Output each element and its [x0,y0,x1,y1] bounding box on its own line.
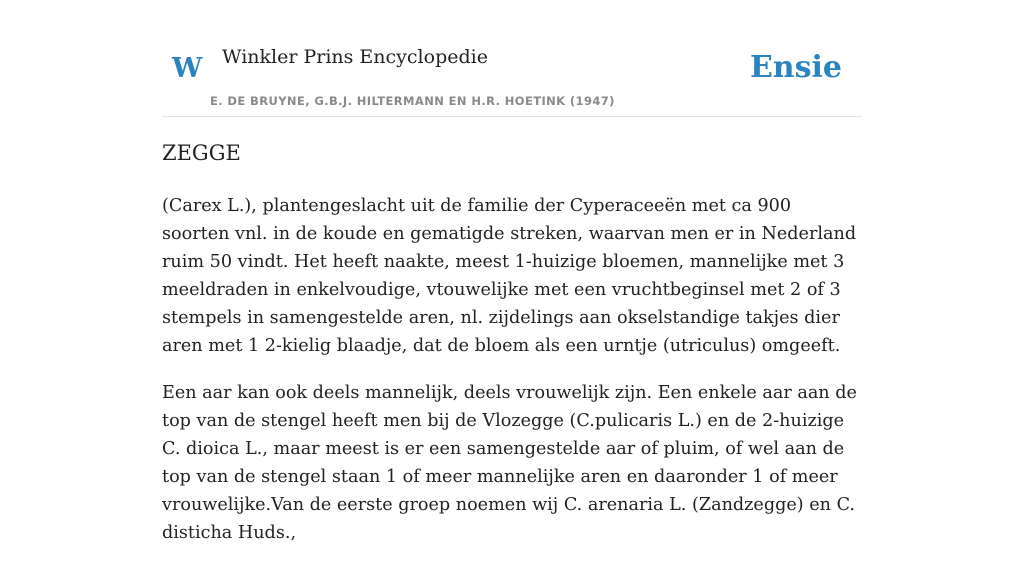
book-title[interactable]: Winkler Prins Encyclopedie [222,46,488,68]
header [162,40,862,117]
entry-title: ZEGGE [162,141,241,165]
article-body [162,192,862,566]
ensie-brand-link[interactable]: Ensie [749,50,842,85]
article-paragraph: (Carex L.), plantengeslacht uit de familie der Cyperaceeën met ca 900 soorten vnl. in de koude en gematigde streken, waarvan men er in Nederland ruim 50 vindt. Het heeft naakte, meest 1-huizige bloemen, mannelijke met 3 meeldraden in enkelvoudige, vtouwelijke met een vruchtbeginsel met 2 of 3 stempels in samengestelde aren, nl. zijdelings aan okselstandige takjes dier aren met 1 2-kielig blaadje, dat de bloem als een urntje (utriculus) omgeeft. [162,196,857,356]
book-authors: E. DE BRUYNE, G.B.J. HILTERMANN EN H.R. HOETINK (1947) [210,94,615,108]
article-paragraph: Een aar kan ook deels mannelijk, deels vrouwelijk zijn. Een enkele aar aan de top van de stengel heeft men bij de Vlozegge (C.pulicaris L.) en de 2-huizige C. dioica L., maar meest is er een samengestelde aar of pluim, of wel aan de top van de stengel staan 1 of meer mannelijke aren en daaronder 1 of meer vrouwelijke.Van de eerste groep noemen wij C. arenaria L. (Zandzegge) en C. disticha Huds., [162,383,857,543]
winkler-prins-logo[interactable]: W [172,53,203,84]
